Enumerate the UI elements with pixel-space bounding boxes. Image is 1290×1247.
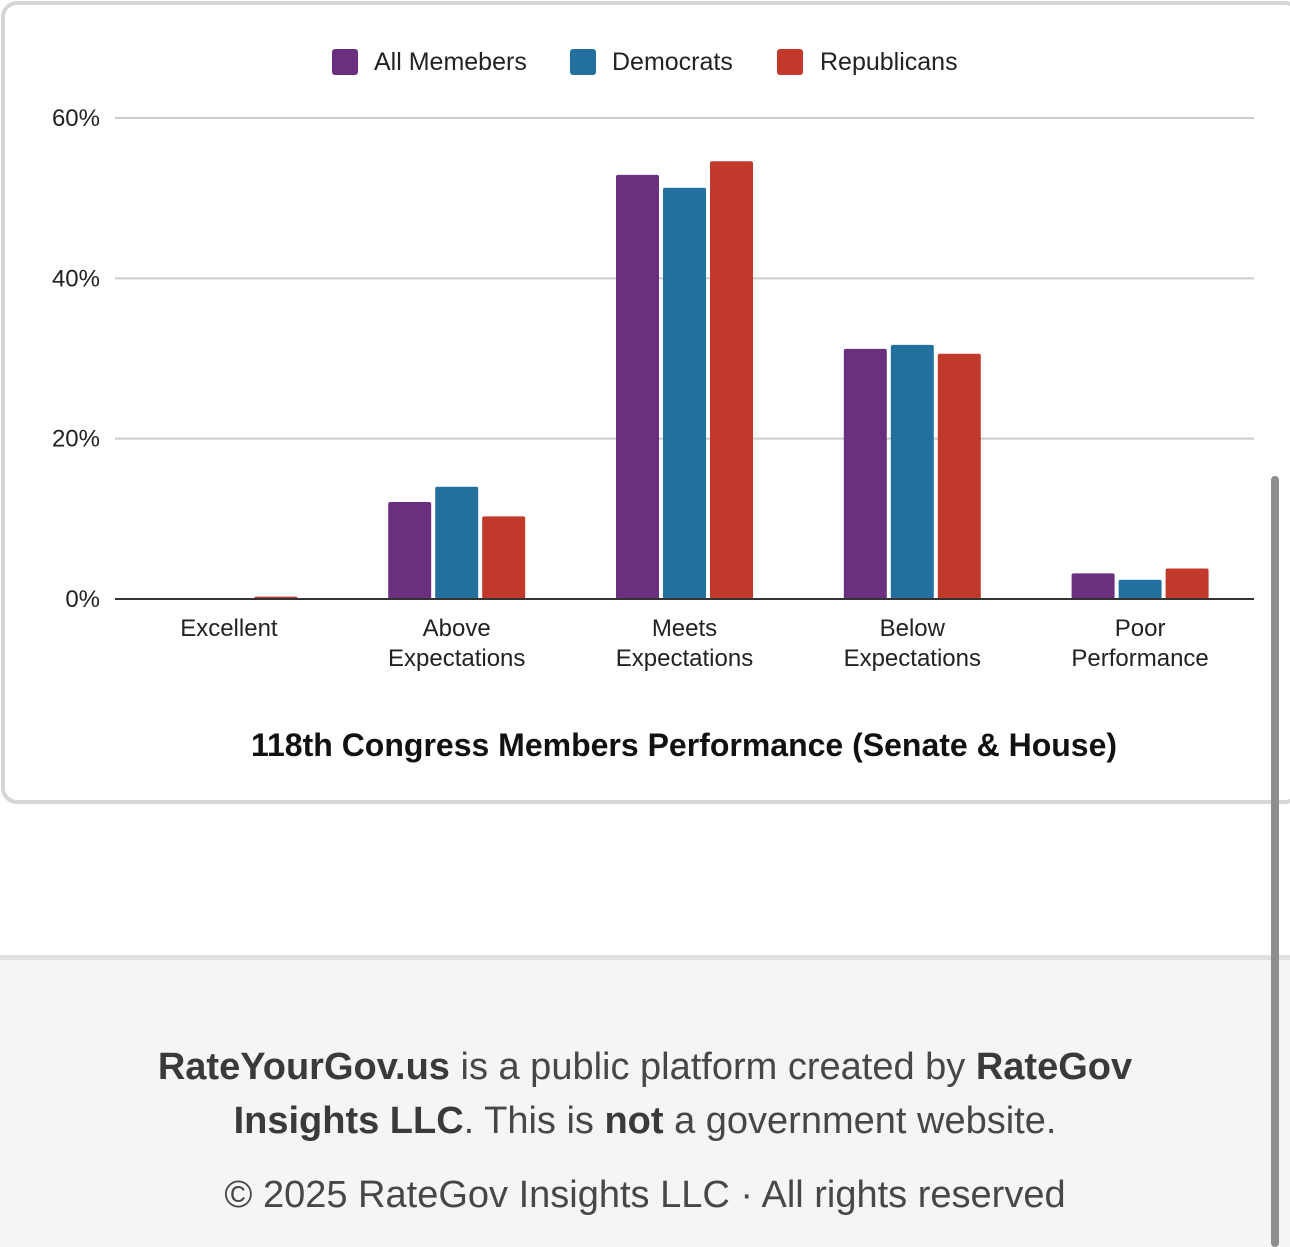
footer-disclaimer bbox=[100, 1040, 1190, 1148]
bar bbox=[844, 349, 887, 599]
legend-label: All Memebers bbox=[374, 48, 527, 76]
site-footer bbox=[0, 955, 1290, 1247]
legend-label: Republicans bbox=[820, 48, 958, 76]
chart-title: 118th Congress Members Performance (Senate & House) bbox=[250, 727, 1118, 763]
x-tick-label: Meets bbox=[651, 615, 718, 642]
bar bbox=[388, 502, 431, 599]
x-tick-label: Below bbox=[879, 615, 945, 642]
bar bbox=[616, 175, 659, 599]
footer-emphasis: not bbox=[604, 1100, 664, 1142]
legend-label: Democrats bbox=[612, 48, 733, 76]
bar bbox=[891, 345, 934, 599]
bar bbox=[938, 354, 981, 599]
footer-text-3: a government website. bbox=[663, 1100, 1057, 1142]
legend-swatch bbox=[332, 49, 358, 75]
x-tick-label: Expectations bbox=[843, 645, 982, 672]
bar bbox=[1166, 569, 1209, 599]
y-tick-label: 0% bbox=[65, 586, 100, 613]
y-tick-label: 40% bbox=[51, 265, 100, 293]
bar bbox=[1119, 580, 1162, 599]
x-tick-label: Poor bbox=[1114, 615, 1166, 642]
bar bbox=[710, 161, 753, 599]
x-tick-label: Expectations bbox=[615, 645, 754, 672]
x-tick-label: Above bbox=[422, 615, 491, 642]
y-tick-label: 60% bbox=[51, 105, 100, 132]
footer-brand[interactable]: RateYourGov.us bbox=[157, 1046, 450, 1088]
footer-company: RateGov Insights LLC bbox=[233, 1046, 1133, 1142]
footer-copyright: © 2025 RateGov Insights LLC · All rights reserved bbox=[224, 1174, 1066, 1216]
y-tick-label: 20% bbox=[51, 425, 100, 453]
legend-swatch bbox=[777, 49, 803, 75]
legend-swatch bbox=[570, 49, 596, 75]
page-scrollbar[interactable] bbox=[1271, 476, 1279, 1247]
x-tick-label: Expectations bbox=[387, 645, 526, 672]
x-tick-label: Excellent bbox=[180, 615, 278, 642]
bar bbox=[1072, 573, 1115, 599]
bar bbox=[663, 188, 706, 599]
x-tick-label: Performance bbox=[1071, 645, 1209, 672]
footer-text-2: . This is bbox=[463, 1100, 605, 1142]
bar bbox=[482, 516, 525, 599]
bar bbox=[435, 487, 478, 599]
footer-text-1: is a public platform created by bbox=[449, 1046, 976, 1088]
